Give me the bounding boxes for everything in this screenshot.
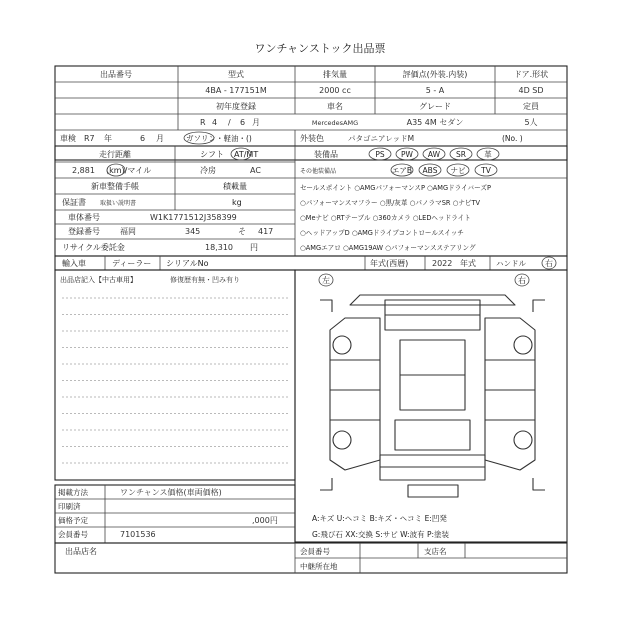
model-year-unit: 年式 (460, 259, 476, 268)
first-reg-month: 6 (240, 118, 246, 127)
reg-number: 417 (258, 227, 274, 236)
member-no-value: 7101536 (120, 530, 156, 539)
inspection-year-unit: 年 (104, 134, 112, 143)
equipment-option-1-2: AW (427, 150, 441, 159)
car-name-value: MercedesAMG (311, 119, 359, 127)
price-plan-label: 価格予定 (58, 516, 88, 525)
selling-point-line: ○AMGエアロ ○AMG19AW ○パフォーマンスステアリング (300, 244, 476, 252)
inspection-month: 6 (140, 134, 146, 143)
grade-label: グレード (419, 102, 451, 111)
inspection-month-unit: 月 (156, 134, 164, 143)
aircon-value: AC (250, 166, 261, 175)
diagram-right-label: 右 (518, 276, 526, 285)
recycle-label: リサイクル委託金 (62, 243, 125, 252)
fuel-value: ガソリン・軽油・() (186, 134, 252, 143)
capacity-label: 定員 (523, 102, 539, 111)
warranty-label: 保証書 (62, 198, 86, 207)
notes-box (55, 270, 295, 480)
selling-points (300, 184, 491, 252)
notes-lines (62, 298, 288, 463)
import-car-label: 輸入車 (62, 259, 86, 268)
selling-point-line: ○パフォーマンスマフラー ○黒/灰革 ○パノラマSR ○ナビTV (300, 199, 481, 207)
print-status-label: 印刷済 (58, 502, 81, 511)
dealer-address-label: 中継所在地 (300, 562, 338, 571)
notes-text: 修復歴有無・凹み有り (170, 276, 240, 284)
first-reg-label: 初年度登録 (216, 102, 256, 111)
color-number: (No. ) (502, 134, 523, 143)
grade-score-label: 評価点(外装.内装) (402, 70, 468, 79)
displacement-value: 2000 cc (319, 86, 351, 95)
selling-point-line: ○Meナビ ○RTテーブル ○360カメラ ○LEDヘッドライト (300, 214, 471, 222)
first-reg-era: R (200, 118, 206, 127)
notes-label: 出品店記入【中古車用】 (60, 276, 137, 284)
equipment-option-1-3: SR (456, 150, 466, 159)
equipment-option-1-0: PS (375, 150, 385, 159)
reg-kana: そ (238, 227, 246, 236)
capacity-value: 5人 (524, 118, 538, 127)
serial-label: シリアルNo (166, 259, 209, 268)
loading-label: 積載量 (223, 182, 247, 191)
equipment-option-1-1: PW (401, 150, 413, 159)
recycle-unit: 円 (250, 243, 258, 252)
mileage-unit: (km)/マイル (106, 166, 152, 175)
sheet-title: ワンチャンストック出品票 (254, 42, 386, 55)
selling-point-line: ○ヘッドアップD ○AMGドライブコントロールスイッチ (300, 229, 464, 237)
dealer-label: ディーラー (112, 259, 152, 268)
seller-name-label: 出品店名 (65, 547, 97, 556)
member-no-label: 会員番号 (58, 530, 88, 539)
handle-label: ハンドル (496, 259, 526, 268)
equipment-other-note: その他装備品 (300, 168, 337, 175)
model-code-label: 型式 (228, 70, 244, 79)
warranty-note: 取扱い説明書 (100, 200, 137, 207)
legend-line-1: A:キズ U:ヘコミ B:キズ・ヘコミ E:凹発 (312, 514, 447, 523)
first-reg-year: 4 (212, 118, 218, 127)
grade-score-value: 5 - A (425, 86, 445, 95)
equipment-option-1-4: 革 (484, 150, 492, 159)
equipment-row-1 (369, 148, 499, 160)
inspection-era: R7 (84, 134, 95, 143)
grade-value: A35 4M セダン (406, 118, 464, 127)
exterior-color-label: 外装色 (300, 134, 324, 143)
shift-label: シフト (200, 150, 224, 159)
inspection-label: 車検 (60, 134, 76, 143)
model-year-label: 年式(西暦) (370, 259, 409, 268)
chassis-no-value: W1K1771512J358399 (150, 213, 237, 222)
membership-no-label: 会員番号 (300, 547, 330, 556)
new-car-warranty-label: 新車整備手帳 (91, 182, 139, 191)
displacement-label: 排気量 (323, 70, 347, 79)
chassis-no-label: 車体番号 (68, 213, 100, 222)
equipment-option-2-0: エアB (391, 166, 413, 175)
door-shape-label: ドア.形状 (513, 70, 549, 79)
equipment-label: 装備品 (314, 150, 338, 159)
loading-unit: kg (232, 198, 242, 207)
model-code-value: 4BA - 177151M (205, 86, 267, 95)
listing-method-label: 掲載方法 (58, 488, 88, 497)
first-reg-month-unit: 月 (252, 118, 260, 127)
mileage-label: 走行距離 (99, 150, 131, 159)
branch-name-label: 支店名 (424, 547, 447, 556)
car-diagram (295, 270, 567, 542)
price-plan-value: ,000円 (252, 516, 278, 525)
recycle-value: 18,310 (205, 243, 233, 252)
equipment-option-2-3: TV (481, 166, 491, 175)
shift-options: AT/MT (234, 150, 259, 159)
listing-method-value: ワンチャンス価格(車両価格) (120, 488, 222, 497)
reg-office: 福岡 (120, 227, 136, 236)
door-shape-value: 4D SD (518, 86, 544, 95)
equipment-option-2-1: ABS (422, 166, 438, 175)
first-reg-slash: / (228, 118, 231, 127)
lot-label: 出品番号 (100, 70, 132, 79)
mileage-value: 2,881 (72, 166, 95, 175)
legend-line-2: G:飛び石 XX:交換 S:サビ W:波有 P:塗装 (312, 530, 450, 539)
diagram-left-label: 左 (322, 276, 330, 285)
equipment-option-2-2: ナビ (450, 166, 466, 175)
aircon-label: 冷房 (200, 166, 216, 175)
exterior-color-value: パタゴニアレッドM (348, 134, 415, 143)
car-name-label: 車名 (327, 102, 343, 111)
model-year-value: 2022 (432, 259, 453, 268)
selling-point-line: セールスポイント ○AMGパフォーマンスP ○AMGドライバーズP (300, 184, 491, 192)
reg-no-label: 登録番号 (68, 227, 100, 236)
handle-value: 右 (545, 259, 553, 268)
reg-class: 345 (185, 227, 201, 236)
equipment-row-2 (391, 164, 497, 176)
